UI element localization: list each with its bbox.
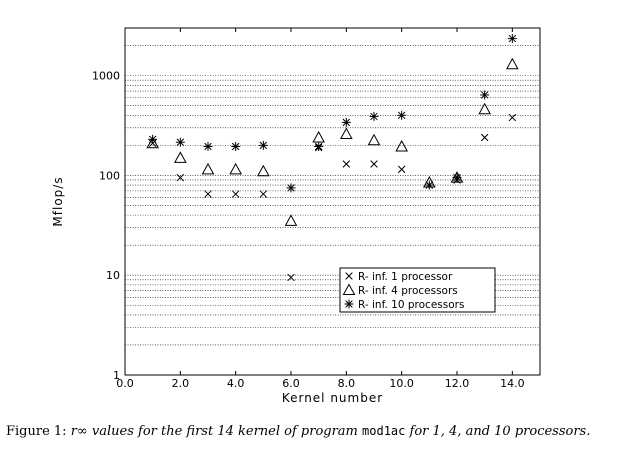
data-point-triangle <box>313 132 324 142</box>
data-point-asterisk <box>397 111 406 120</box>
data-point-asterisk <box>370 112 379 121</box>
data-point-asterisk <box>314 142 323 151</box>
data-point-triangle <box>341 128 352 138</box>
x-tick-label: 2.0 <box>171 377 190 390</box>
caption-text-b: for 1, 4, and 10 processors. <box>405 424 591 439</box>
data-point-triangle <box>396 141 407 151</box>
data-point-x <box>509 114 516 121</box>
data-point-asterisk <box>508 34 517 43</box>
caption-code: mod1ac <box>362 424 406 438</box>
data-point-triangle <box>369 135 380 145</box>
data-point-triangle <box>230 164 241 174</box>
data-point-triangle <box>258 166 269 176</box>
x-tick-label: 10.0 <box>389 377 414 390</box>
data-point-triangle <box>286 215 297 225</box>
x-tick-label: 12.0 <box>444 377 470 390</box>
legend-label: R- inf. 4 processors <box>358 285 458 297</box>
data-point-asterisk <box>480 90 489 99</box>
data-points <box>147 34 518 281</box>
data-point-triangle <box>175 152 186 162</box>
data-point-x <box>371 161 378 168</box>
legend <box>340 268 495 312</box>
data-point-triangle <box>479 104 490 114</box>
axis-ticks <box>92 28 525 390</box>
data-point-asterisk <box>342 118 351 127</box>
x-tick-label: 6.0 <box>282 377 300 390</box>
data-point-x <box>481 134 488 141</box>
y-tick-label: 10 <box>106 269 120 283</box>
data-point-x <box>398 166 405 173</box>
legend-marker-asterisk <box>345 300 354 309</box>
caption-text-a: values for the first 14 kernel of program <box>87 424 363 439</box>
y-tick-label: 1000 <box>92 69 120 83</box>
data-point-x <box>205 191 212 198</box>
data-point-x <box>232 191 239 198</box>
x-tick-label: 4.0 <box>226 377 245 390</box>
data-point-x <box>343 161 350 168</box>
data-point-asterisk <box>453 173 462 182</box>
y-tick-label: 100 <box>99 169 120 183</box>
caption-prefix: Figure 1: <box>6 424 71 439</box>
data-point-triangle <box>507 59 518 69</box>
data-point-triangle <box>203 164 214 174</box>
data-point-asterisk <box>204 142 213 151</box>
x-tick-label: 8.0 <box>337 377 356 390</box>
caption-symbol: r∞ <box>70 424 88 439</box>
legend-label: R- inf. 10 processors <box>358 299 465 311</box>
data-point-asterisk <box>231 142 240 151</box>
data-point-asterisk <box>148 135 157 144</box>
x-axis-label: Kernel number <box>281 391 384 405</box>
data-point-asterisk <box>259 141 268 150</box>
figure-caption <box>6 424 631 439</box>
y-axis-label: Mflop/s <box>51 176 65 227</box>
y-tick-label: 1 <box>113 369 120 382</box>
x-tick-label: 0.0 <box>116 377 134 390</box>
data-point-asterisk <box>287 183 296 192</box>
legend-label: R- inf. 1 processor <box>358 271 453 283</box>
x-tick-label: 14.0 <box>500 377 525 390</box>
data-point-asterisk <box>176 138 185 147</box>
data-point-x <box>260 191 267 198</box>
data-point-asterisk <box>425 181 434 190</box>
